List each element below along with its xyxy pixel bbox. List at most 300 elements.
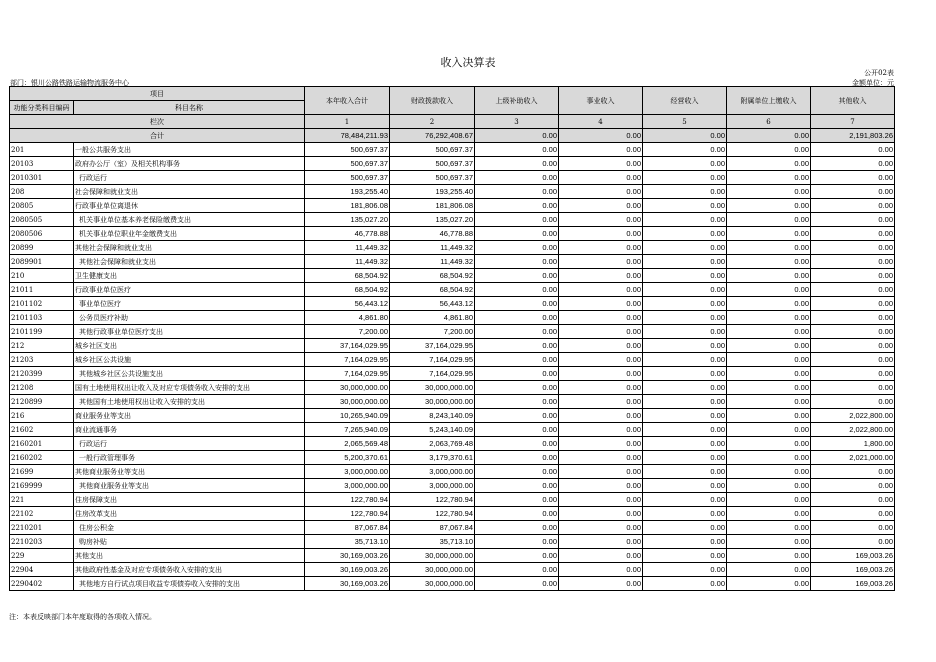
amount-cell: 0.00	[559, 507, 643, 521]
department-label: 部门：银川公路铁路运输物流服务中心	[10, 79, 129, 87]
subject-name-cell: 机关事业单位职业年金缴费支出	[74, 227, 305, 241]
table-row	[10, 339, 895, 353]
amount-cell: 500,697.37	[305, 171, 390, 185]
amount-cell: 0.00	[559, 311, 643, 325]
header-col-3: 上级补助收入	[475, 87, 559, 115]
amount-cell: 0.00	[643, 213, 727, 227]
amount-cell: 169,003.26	[811, 549, 895, 563]
func-code-cell: 221	[10, 493, 74, 507]
amount-cell: 0.00	[475, 297, 559, 311]
table-row	[10, 381, 895, 395]
amount-cell: 30,169,003.26	[305, 549, 390, 563]
amount-cell: 35,713.10	[390, 535, 475, 549]
amount-cell: 0.00	[643, 521, 727, 535]
col-number: 1	[305, 115, 390, 129]
table-row	[10, 507, 895, 521]
func-code-cell: 216	[10, 409, 74, 423]
amount-cell: 169,003.26	[811, 563, 895, 577]
amount-cell: 2,022,800.00	[811, 423, 895, 437]
table-row	[10, 227, 895, 241]
subject-name-cell: 其他地方自行试点项目收益专项债券收入安排的支出	[74, 577, 305, 591]
subject-name-cell: 政府办公厅（室）及相关机构事务	[74, 157, 305, 171]
amount-cell: 0.00	[811, 171, 895, 185]
subject-name-cell: 其他社会保障和就业支出	[74, 241, 305, 255]
amount-cell: 0.00	[475, 143, 559, 157]
table-row	[10, 549, 895, 563]
amount-cell: 0.00	[727, 241, 811, 255]
amount-cell: 3,179,370.61	[390, 451, 475, 465]
amount-cell: 0.00	[727, 269, 811, 283]
amount-cell: 0.00	[559, 535, 643, 549]
func-code-cell: 21208	[10, 381, 74, 395]
amount-cell: 0.00	[475, 367, 559, 381]
header-func-code: 功能分类科目编码	[10, 101, 74, 115]
subject-name-cell: 其他城乡社区公共设施支出	[74, 367, 305, 381]
table-row	[10, 241, 895, 255]
table-note: 注：本表反映部门本年度取得的各项收入情况。	[9, 613, 156, 621]
amount-cell: 68,504.92	[305, 269, 390, 283]
func-code-cell: 210	[10, 269, 74, 283]
func-code-cell: 20899	[10, 241, 74, 255]
amount-cell: 0.00	[811, 367, 895, 381]
amount-cell: 11,449.32	[390, 241, 475, 255]
col-number: 3	[475, 115, 559, 129]
amount-cell: 0.00	[475, 535, 559, 549]
amount-cell: 30,169,003.26	[305, 563, 390, 577]
amount-cell: 11,449.32	[390, 255, 475, 269]
amount-cell: 0.00	[559, 213, 643, 227]
amount-cell: 7,164,029.95	[305, 353, 390, 367]
func-code-cell: 2210203	[10, 535, 74, 549]
amount-cell: 0.00	[727, 409, 811, 423]
table-row	[10, 367, 895, 381]
amount-cell: 2,022,800.00	[811, 409, 895, 423]
header-subject-name: 科目名称	[74, 101, 305, 115]
amount-cell: 68,504.92	[305, 283, 390, 297]
amount-cell: 0.00	[643, 227, 727, 241]
amount-cell: 0.00	[727, 311, 811, 325]
amount-cell: 0.00	[727, 157, 811, 171]
func-code-cell: 2101103	[10, 311, 74, 325]
amount-cell: 0.00	[559, 297, 643, 311]
func-code-cell: 2089901	[10, 255, 74, 269]
amount-cell: 7,200.00	[390, 325, 475, 339]
amount-cell: 8,243,140.09	[390, 409, 475, 423]
amount-cell: 0.00	[643, 339, 727, 353]
amount-cell: 11,449.32	[305, 241, 390, 255]
header-row-item	[10, 87, 895, 101]
amount-cell: 0.00	[475, 465, 559, 479]
amount-cell: 0.00	[475, 451, 559, 465]
amount-cell: 0.00	[727, 577, 811, 591]
amount-cell: 0.00	[475, 353, 559, 367]
amount-cell: 0.00	[811, 213, 895, 227]
amount-cell: 0.00	[475, 549, 559, 563]
amount-cell: 35,713.10	[305, 535, 390, 549]
table-row	[10, 185, 895, 199]
subject-name-cell: 城乡社区公共设施	[74, 353, 305, 367]
amount-cell: 0.00	[475, 199, 559, 213]
amount-cell: 0.00	[559, 367, 643, 381]
amount-cell: 0.00	[727, 563, 811, 577]
amount-cell: 0.00	[811, 157, 895, 171]
subject-name-cell: 其他政府性基金及对应专项债务收入安排的支出	[74, 563, 305, 577]
header-col-1: 本年收入合计	[305, 87, 390, 115]
amount-cell: 0.00	[643, 437, 727, 451]
header-item: 项目	[10, 87, 305, 101]
amount-cell: 0.00	[559, 255, 643, 269]
amount-cell: 0.00	[727, 227, 811, 241]
table-row	[10, 143, 895, 157]
func-code-cell: 2101102	[10, 297, 74, 311]
func-code-cell: 2169999	[10, 479, 74, 493]
table-row	[10, 255, 895, 269]
amount-cell: 0.00	[727, 493, 811, 507]
table-row	[10, 297, 895, 311]
func-code-cell: 2010301	[10, 171, 74, 185]
amount-cell: 0.00	[811, 507, 895, 521]
func-code-cell: 2080506	[10, 227, 74, 241]
amount-cell: 3,000,000.00	[390, 465, 475, 479]
amount-cell: 0.00	[811, 325, 895, 339]
amount-cell: 0.00	[475, 493, 559, 507]
amount-cell: 0.00	[811, 493, 895, 507]
amount-cell: 122,780.94	[305, 493, 390, 507]
subject-name-cell: 住房公积金	[74, 521, 305, 535]
subject-name-cell: 其他商业服务业等支出	[74, 465, 305, 479]
amount-cell: 37,164,029.95	[390, 339, 475, 353]
table-row	[10, 199, 895, 213]
subject-name-cell: 商业流通事务	[74, 423, 305, 437]
amount-cell: 0.00	[643, 311, 727, 325]
amount-cell: 0.00	[811, 199, 895, 213]
amount-cell: 0.00	[727, 395, 811, 409]
amount-cell: 30,000,000.00	[390, 395, 475, 409]
amount-cell: 0.00	[811, 535, 895, 549]
subject-name-cell: 一般行政管理事务	[74, 451, 305, 465]
col-number: 7	[811, 115, 895, 129]
amount-cell: 0.00	[475, 213, 559, 227]
amount-cell: 68,504.92	[390, 283, 475, 297]
amount-cell: 0.00	[475, 395, 559, 409]
amount-cell: 7,164,029.95	[390, 353, 475, 367]
amount-cell: 0.00	[727, 437, 811, 451]
table-row	[10, 563, 895, 577]
amount-cell: 87,067.84	[390, 521, 475, 535]
func-code-cell: 22904	[10, 563, 74, 577]
amount-cell: 0.00	[727, 465, 811, 479]
amount-cell: 122,780.94	[305, 507, 390, 521]
func-code-cell: 20805	[10, 199, 74, 213]
func-code-cell: 2120399	[10, 367, 74, 381]
amount-cell: 500,697.37	[390, 143, 475, 157]
func-code-cell: 21699	[10, 465, 74, 479]
amount-cell: 0.00	[811, 297, 895, 311]
amount-cell: 0.00	[643, 269, 727, 283]
table-row	[10, 465, 895, 479]
amount-cell: 0.00	[559, 185, 643, 199]
amount-cell: 0.00	[643, 367, 727, 381]
subject-name-cell: 机关事业单位基本养老保险缴费支出	[74, 213, 305, 227]
amount-cell: 30,000,000.00	[305, 381, 390, 395]
amount-cell: 37,164,029.95	[305, 339, 390, 353]
amount-cell: 500,697.37	[390, 157, 475, 171]
amount-cell: 0.00	[727, 213, 811, 227]
amount-cell: 0.00	[475, 521, 559, 535]
func-code-cell: 2160202	[10, 451, 74, 465]
amount-cell: 0.00	[475, 437, 559, 451]
table-row	[10, 479, 895, 493]
amount-cell: 0.00	[643, 157, 727, 171]
lanci-label: 栏次	[10, 115, 305, 129]
amount-cell: 7,164,029.95	[305, 367, 390, 381]
amount-cell: 135,027.20	[305, 213, 390, 227]
amount-cell: 0.00	[559, 381, 643, 395]
amount-cell: 30,000,000.00	[390, 563, 475, 577]
amount-cell: 0.00	[811, 521, 895, 535]
subject-name-cell: 公务员医疗补助	[74, 311, 305, 325]
amount-cell: 3,000,000.00	[305, 465, 390, 479]
amount-cell: 0.00	[643, 381, 727, 395]
func-code-cell: 2080505	[10, 213, 74, 227]
col-number: 4	[559, 115, 643, 129]
total-value: 0.00	[643, 129, 727, 143]
amount-cell: 2,021,000.00	[811, 451, 895, 465]
amount-cell: 0.00	[559, 199, 643, 213]
amount-cell: 0.00	[811, 241, 895, 255]
amount-cell: 0.00	[559, 521, 643, 535]
col-number: 2	[390, 115, 475, 129]
subject-name-cell: 行政事业单位医疗	[74, 283, 305, 297]
amount-cell: 4,861.80	[390, 311, 475, 325]
amount-cell: 7,200.00	[305, 325, 390, 339]
table-row	[10, 423, 895, 437]
amount-cell: 0.00	[475, 423, 559, 437]
amount-cell: 0.00	[811, 353, 895, 367]
amount-cell: 0.00	[643, 423, 727, 437]
amount-cell: 0.00	[811, 395, 895, 409]
table-row	[10, 283, 895, 297]
amount-cell: 0.00	[475, 339, 559, 353]
amount-cell: 0.00	[643, 409, 727, 423]
amount-cell: 0.00	[559, 479, 643, 493]
header-col-7: 其他收入	[811, 87, 895, 115]
func-code-cell: 21011	[10, 283, 74, 297]
func-code-cell: 2101199	[10, 325, 74, 339]
amount-cell: 193,255.40	[305, 185, 390, 199]
func-code-cell: 20103	[10, 157, 74, 171]
table-row	[10, 395, 895, 409]
amount-cell: 56,443.12	[305, 297, 390, 311]
amount-cell: 0.00	[727, 171, 811, 185]
subject-name-cell: 行政运行	[74, 437, 305, 451]
form-number: 公开02表	[864, 69, 894, 77]
amount-cell: 0.00	[643, 143, 727, 157]
table-row	[10, 325, 895, 339]
subject-name-cell: 城乡社区支出	[74, 339, 305, 353]
header-col-6: 附属单位上缴收入	[727, 87, 811, 115]
func-code-cell: 208	[10, 185, 74, 199]
subject-name-cell: 行政事业单位离退休	[74, 199, 305, 213]
total-value: 78,484,211.93	[305, 129, 390, 143]
func-code-cell: 2120899	[10, 395, 74, 409]
table-row	[10, 157, 895, 171]
subject-name-cell: 社会保障和就业支出	[74, 185, 305, 199]
amount-cell: 0.00	[727, 325, 811, 339]
table-row	[10, 409, 895, 423]
amount-cell: 0.00	[559, 227, 643, 241]
total-value: 2,191,803.26	[811, 129, 895, 143]
amount-cell: 0.00	[643, 199, 727, 213]
table-row	[10, 311, 895, 325]
total-value: 0.00	[727, 129, 811, 143]
header-col-5: 经营收入	[643, 87, 727, 115]
amount-cell: 11,449.32	[305, 255, 390, 269]
amount-cell: 0.00	[727, 549, 811, 563]
amount-cell: 0.00	[811, 255, 895, 269]
func-code-cell: 2210201	[10, 521, 74, 535]
amount-cell: 0.00	[559, 465, 643, 479]
amount-cell: 1,800.00	[811, 437, 895, 451]
amount-cell: 500,697.37	[390, 171, 475, 185]
amount-cell: 0.00	[643, 493, 727, 507]
total-value: 0.00	[475, 129, 559, 143]
table-row	[10, 213, 895, 227]
amount-cell: 0.00	[559, 563, 643, 577]
subject-name-cell: 其他社会保障和就业支出	[74, 255, 305, 269]
subject-name-cell: 一般公共服务支出	[74, 143, 305, 157]
amount-cell: 0.00	[727, 283, 811, 297]
subject-name-cell: 商业服务业等支出	[74, 409, 305, 423]
amount-cell: 0.00	[727, 451, 811, 465]
func-code-cell: 201	[10, 143, 74, 157]
amount-cell: 0.00	[559, 171, 643, 185]
amount-cell: 4,861.80	[305, 311, 390, 325]
table-row	[10, 521, 895, 535]
amount-cell: 30,169,003.26	[305, 577, 390, 591]
amount-cell: 0.00	[559, 493, 643, 507]
amount-cell: 0.00	[559, 241, 643, 255]
amount-cell: 56,443.12	[390, 297, 475, 311]
amount-cell: 0.00	[559, 577, 643, 591]
subject-name-cell: 行政运行	[74, 171, 305, 185]
amount-cell: 0.00	[811, 283, 895, 297]
table-row	[10, 171, 895, 185]
amount-cell: 5,200,370.61	[305, 451, 390, 465]
func-code-cell: 2160201	[10, 437, 74, 451]
amount-cell: 68,504.92	[390, 269, 475, 283]
amount-cell: 0.00	[811, 185, 895, 199]
amount-cell: 0.00	[475, 171, 559, 185]
amount-cell: 30,000,000.00	[390, 381, 475, 395]
subject-name-cell: 其他支出	[74, 549, 305, 563]
amount-cell: 0.00	[475, 409, 559, 423]
amount-cell: 0.00	[475, 563, 559, 577]
amount-cell: 0.00	[475, 255, 559, 269]
amount-cell: 0.00	[727, 381, 811, 395]
amount-cell: 0.00	[643, 283, 727, 297]
amount-cell: 0.00	[727, 199, 811, 213]
amount-cell: 0.00	[811, 143, 895, 157]
amount-cell: 0.00	[559, 423, 643, 437]
subject-name-cell: 购房补贴	[74, 535, 305, 549]
amount-cell: 0.00	[559, 451, 643, 465]
amount-cell: 0.00	[811, 269, 895, 283]
amount-cell: 0.00	[475, 507, 559, 521]
subject-name-cell: 国有土地使用权出让收入及对应专项债务收入安排的支出	[74, 381, 305, 395]
amount-cell: 0.00	[559, 339, 643, 353]
amount-cell: 0.00	[559, 143, 643, 157]
amount-cell: 3,000,000.00	[390, 479, 475, 493]
amount-cell: 169,003.26	[811, 577, 895, 591]
amount-cell: 0.00	[643, 241, 727, 255]
amount-cell: 0.00	[475, 227, 559, 241]
amount-cell: 0.00	[727, 521, 811, 535]
amount-cell: 0.00	[643, 549, 727, 563]
amount-cell: 0.00	[643, 535, 727, 549]
amount-cell: 0.00	[643, 185, 727, 199]
table-row	[10, 269, 895, 283]
func-code-cell: 2290402	[10, 577, 74, 591]
amount-cell: 0.00	[475, 381, 559, 395]
total-row	[10, 129, 895, 143]
header-col-4: 事业收入	[559, 87, 643, 115]
amount-cell: 0.00	[727, 367, 811, 381]
total-value: 76,292,408.67	[390, 129, 475, 143]
subject-name-cell: 卫生健康支出	[74, 269, 305, 283]
amount-cell: 0.00	[643, 465, 727, 479]
amount-cell: 46,778.88	[305, 227, 390, 241]
amount-cell: 0.00	[727, 297, 811, 311]
amount-cell: 0.00	[643, 395, 727, 409]
table-row	[10, 437, 895, 451]
amount-cell: 0.00	[559, 353, 643, 367]
amount-cell: 0.00	[643, 255, 727, 269]
amount-cell: 0.00	[475, 577, 559, 591]
subject-name-cell: 其他商业服务业等支出	[74, 479, 305, 493]
amount-cell: 5,243,140.09	[390, 423, 475, 437]
amount-cell: 0.00	[475, 311, 559, 325]
func-code-cell: 22102	[10, 507, 74, 521]
col-number: 6	[727, 115, 811, 129]
table-row	[10, 535, 895, 549]
amount-cell: 30,000,000.00	[305, 395, 390, 409]
amount-cell: 7,265,940.09	[305, 423, 390, 437]
column-number-row	[10, 115, 895, 129]
amount-cell: 0.00	[475, 283, 559, 297]
subject-name-cell: 住房改革支出	[74, 507, 305, 521]
amount-cell: 0.00	[475, 479, 559, 493]
amount-cell: 46,778.88	[390, 227, 475, 241]
amount-cell: 0.00	[475, 241, 559, 255]
amount-cell: 0.00	[475, 157, 559, 171]
col-number: 5	[643, 115, 727, 129]
amount-cell: 0.00	[643, 297, 727, 311]
subject-name-cell: 其他行政事业单位医疗支出	[74, 325, 305, 339]
amount-cell: 0.00	[643, 577, 727, 591]
subject-name-cell: 住房保障支出	[74, 493, 305, 507]
table-row	[10, 577, 895, 591]
amount-cell: 0.00	[811, 311, 895, 325]
amount-cell: 30,000,000.00	[390, 577, 475, 591]
amount-cell: 0.00	[727, 535, 811, 549]
amount-cell: 193,255.40	[390, 185, 475, 199]
amount-cell: 2,063,769.48	[390, 437, 475, 451]
amount-cell: 500,697.37	[305, 143, 390, 157]
amount-cell: 7,164,029.95	[390, 367, 475, 381]
amount-cell: 181,806.08	[390, 199, 475, 213]
table-row	[10, 353, 895, 367]
